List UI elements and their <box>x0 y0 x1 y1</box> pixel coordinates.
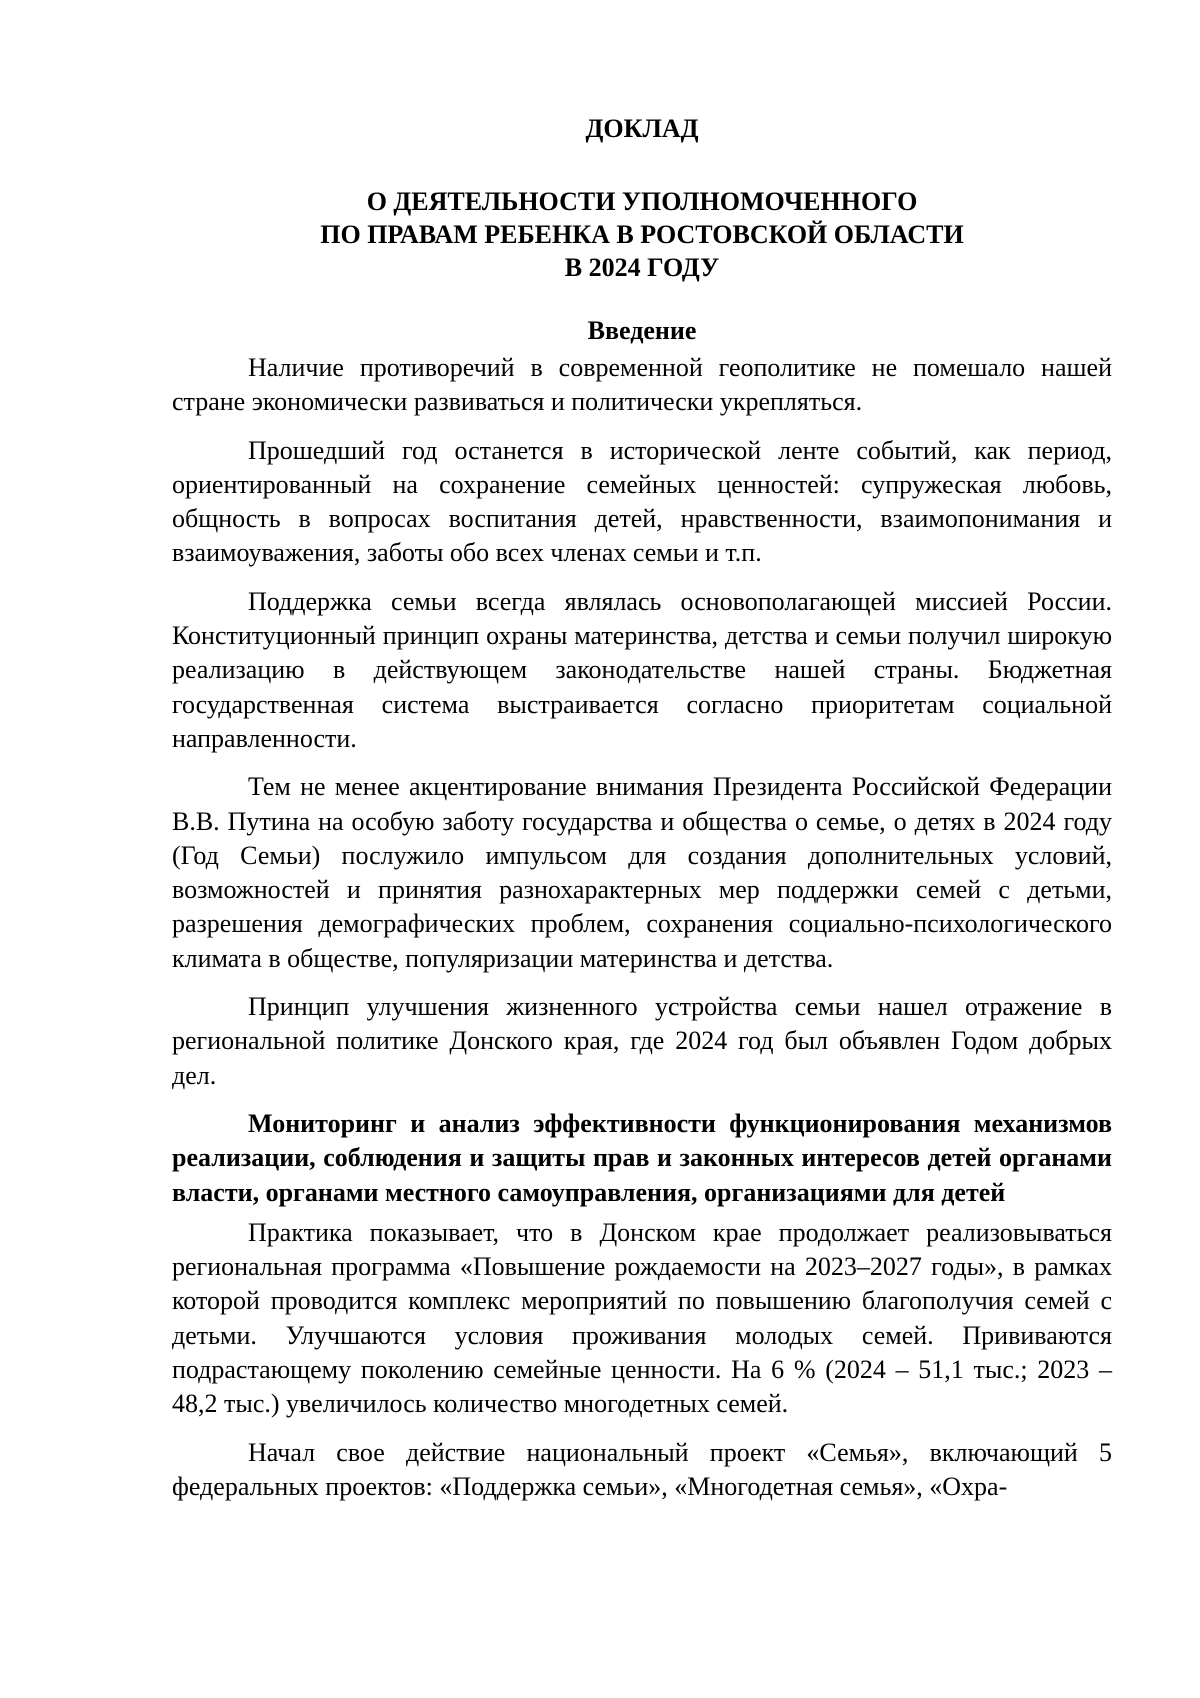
paragraph: Практика показывает, что в Донском крае продолжает реализовываться региональная программа «Повышение рождаемости на 2023–2027 годы», в рамках которой проводится комплекс мероприятий по повышению благополучия семей с детьми. Улучшаются условия проживания молодых семей. Прививаются подрастающему поколению семейные ценности. На 6 % (2024 – 51,1 тыс.; 2023 – 48,2 тыс.) увеличилось количество многодетных семей. <box>172 1217 1112 1419</box>
subtitle-line: О ДЕЯТЕЛЬНОСТИ УПОЛНОМОЧЕННОГО <box>366 187 918 216</box>
paragraph: Наличие противоречий в современной геополитике не помешало нашей стране экономически развиваться и политически укрепляться. <box>172 353 1112 417</box>
intro-heading: Введение <box>587 316 697 345</box>
paragraph: Прошедший год останется в исторической ленте событий, как период, ориентированный на сохранение семейных ценностей: супружеская любовь, общность в вопросах воспитания детей, нравственности, взаимопонимания и взаимоуважения, заботы обо всех членах семьи и т.п. <box>172 435 1112 568</box>
paragraph: Тем не менее акцентирование внимания Президента Российской Федерации В.В. Путина на особую заботу государства и общества о семье, о детях в 2024 году (Год Семьи) послужило импульсом для создания дополнительных условий, возможностей и принятия разнохарактерных мер поддержки семей с детьми, разрешения демографических проблем, сохранения социально-психологического климата в обществе, популяризации материнства и детства. <box>172 772 1112 973</box>
document-subtitle <box>172 185 1112 284</box>
document-content <box>172 112 1112 1518</box>
subtitle-line: ПО ПРАВАМ РЕБЕНКА В РОСТОВСКОЙ ОБЛАСТИ <box>320 220 964 249</box>
document-title: ДОКЛАД <box>585 114 699 143</box>
paragraph: Начал свое действие национальный проект «Семья», включающий 5 федеральных проектов: «Поддержка семьи», «Многодетная семья», «Охра- <box>172 1437 1112 1501</box>
subtitle-line: В 2024 ГОДУ <box>564 253 720 282</box>
paragraph: Принцип улучшения жизненного устройства семьи нашел отражение в региональной политике Донского края, где 2024 год был объявлен Годом добрых дел. <box>172 992 1112 1090</box>
paragraph: Поддержка семьи всегда являлась основополагающей миссией России. Конституционный принцип охраны материнства, детства и семьи получил широкую реализацию в действующем законодательстве нашей страны. Бюджетная государственная система выстраивается согласно приоритетам социальной направленности. <box>172 586 1112 753</box>
section-heading: Мониторинг и анализ эффективности функционирования механизмов реализации, соблюдения и защиты прав и законных интересов детей органами власти, органами местного самоуправления, организациями для детей <box>172 1108 1112 1207</box>
